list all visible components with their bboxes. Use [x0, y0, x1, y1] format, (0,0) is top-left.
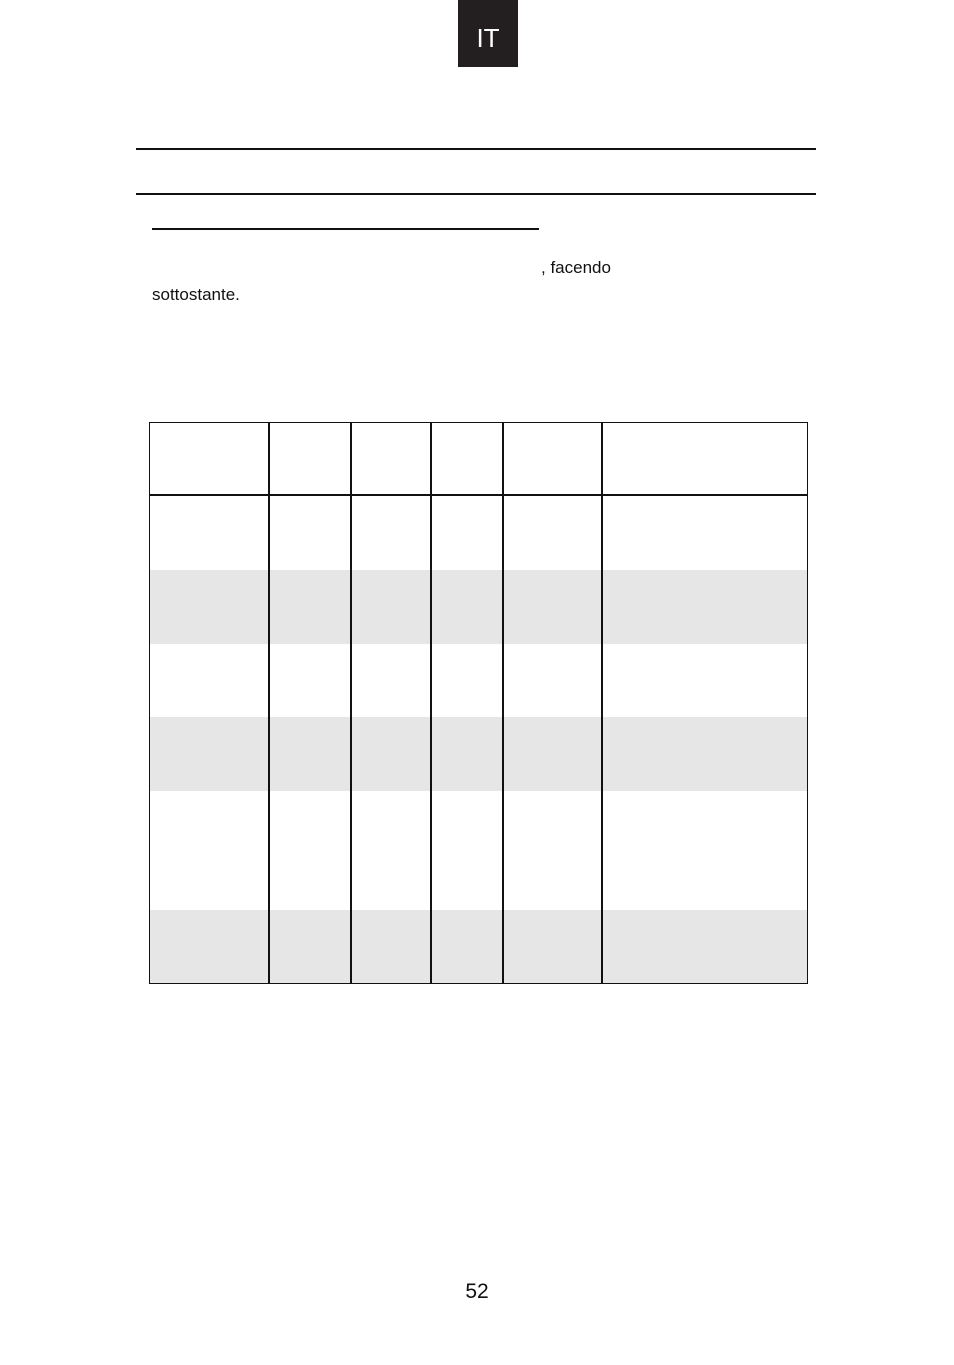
- top-divider: [136, 148, 816, 150]
- body-text-line: sottostante.: [152, 285, 240, 304]
- table-header-row: [150, 423, 807, 496]
- body-text-fragment: , facendo: [541, 258, 611, 277]
- table-row: [150, 791, 807, 910]
- column-divider: [350, 423, 352, 983]
- column-divider: [430, 423, 432, 983]
- second-divider: [136, 193, 816, 195]
- language-tab: IT: [458, 0, 518, 67]
- table-row: [150, 570, 807, 644]
- column-divider: [268, 423, 270, 983]
- table-row: [150, 910, 807, 983]
- column-divider: [502, 423, 504, 983]
- settings-table: [149, 422, 808, 984]
- table-row: [150, 644, 807, 717]
- table-row: [150, 496, 807, 570]
- column-divider: [601, 423, 603, 983]
- page-number: 52: [465, 1280, 489, 1303]
- heading-underline: [152, 228, 539, 230]
- table-row: [150, 717, 807, 791]
